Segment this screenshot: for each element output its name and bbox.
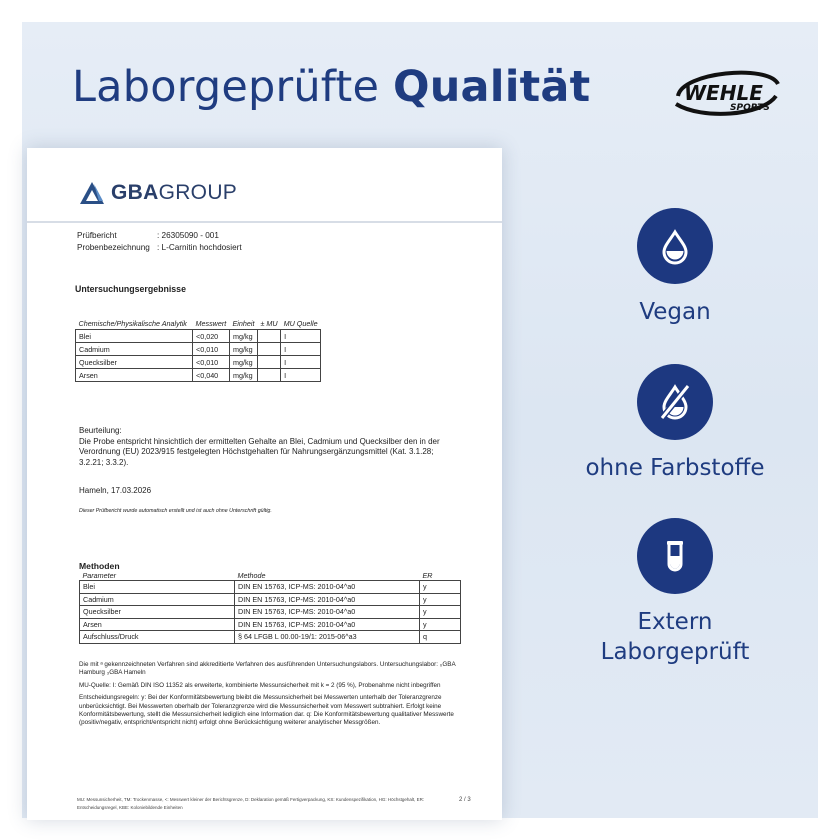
table-cell: I: [281, 343, 321, 356]
feature-label: ohne Farbstoffe: [585, 455, 765, 481]
table-cell: I: [281, 369, 321, 382]
table-cell: Quecksilber: [76, 356, 193, 369]
table-cell: I: [281, 330, 321, 343]
table-cell: y: [420, 593, 461, 606]
table-row: [80, 581, 461, 594]
results-header: Einheit: [230, 318, 258, 330]
header-divider: [27, 221, 502, 223]
results-header: Messwert: [193, 318, 230, 330]
page-number: 2 / 3: [459, 797, 471, 803]
table-cell: DIN EN 15763, ICP-MS: 2010-04^a0: [235, 581, 420, 594]
gba-group-logo: [79, 178, 237, 208]
table-cell: I: [281, 356, 321, 369]
meta-value: : L-Carnitin hochdosiert: [157, 243, 242, 252]
table-cell: <0,020: [193, 330, 230, 343]
table-row: [80, 593, 461, 606]
meta-key: Prüfbericht: [77, 231, 117, 240]
methods-header: Methode: [235, 571, 420, 581]
table-row: [80, 606, 461, 619]
table-cell: Cadmium: [76, 343, 193, 356]
assessment: [79, 426, 455, 468]
legal-abbreviations: MU: Messunsicherheit, TM: Trockenmasse, <: Messwert kleiner der Berichtsgrenze, D: Deklaration gemäß Fertigverpackung, KS: Kundenspezifikation, HG: Höchstgehalt, ER: Entscheidungsregel, KBE: Koloniebildende Einheiten: [77, 797, 425, 810]
table-cell: Cadmium: [80, 593, 235, 606]
feature-label: Extern Laborgeprüft: [600, 609, 750, 665]
table-cell: y: [420, 606, 461, 619]
table-row: [76, 330, 321, 343]
table-cell: DIN EN 15763, ICP-MS: 2010-04^a0: [235, 618, 420, 631]
table-cell: Arsen: [80, 618, 235, 631]
drop-icon: [637, 208, 713, 284]
table-cell: <0,040: [193, 369, 230, 382]
table-cell: mg/kg: [230, 369, 258, 382]
table-row: [76, 369, 321, 382]
headline-bold: Qualität: [392, 62, 591, 112]
methods-header: Parameter: [80, 571, 235, 581]
feature-no-dye: [570, 364, 780, 483]
auto-note: Dieser Prüfbericht wurde automatisch erstellt und ist auch ohne Unterschrift gültig.: [79, 508, 272, 514]
page-headline: [72, 62, 590, 112]
logo-bold: GBA: [111, 181, 159, 204]
methods-title: Methoden: [79, 561, 120, 571]
test-tube-icon: [637, 518, 713, 594]
footnote: Die mit ᵃ gekennzeichneten Verfahren sind akkreditierte Verfahren des ausführenden Untersuchungslabors. Untersuchungslabor: ₀GBA Hamburg ₃GBA Hameln: [79, 661, 456, 677]
methods-table: [79, 571, 461, 644]
feature-vegan: [590, 208, 760, 327]
footnote: MU-Quelle: I: Gemäß DIN ISO 11352 als erweiterte, kombinierte Messunsicherheit mit k = 2 (95 %), Probenahme nicht inbegriffen: [79, 681, 441, 689]
table-row: [80, 618, 461, 631]
table-cell: DIN EN 15763, ICP-MS: 2010-04^a0: [235, 593, 420, 606]
assessment-text: Die Probe entspricht hinsichtlich der ermittelten Gehalte an Blei, Cadmium und Quecksilber den in der Verordnung (EU) 2023/915 festgelegten Höchstgehalten für Nahrungsergänzungsmittel (Kat. 3.1.28; 3.2.21; 3.3.2).: [79, 436, 440, 467]
table-cell: <0,010: [193, 343, 230, 356]
table-cell: y: [420, 581, 461, 594]
brand-name: WEHLE: [684, 81, 763, 105]
results-header: Chemische/Physikalische Analytik: [76, 318, 193, 330]
headline-regular: Laborgeprüfte: [72, 62, 380, 112]
footnote: Entscheidungsregeln: y: Bei der Konformitätsbewertung bleibt die Messunsicherheit bei Messwerten unterhalb der Toleranzgrenze unberücksichtigt. Bei Messwerten oberhalb der Toleranzgrenze wird die Messunsicherheit vom Messwert subtrahiert. Erfolgt keine Konformitätsbewertung, stellt die Messunsicherheit lediglich eine Information dar. q: Die Konformitätsbewertung qualitativer Messwerte (positiv/negativ, entspricht/entspricht nicht) erfolgt ohne Berücksichtigung weiterer analytischer Messgrößen.: [79, 694, 454, 727]
results-header-row: [76, 318, 321, 330]
lab-report-document: [27, 148, 502, 820]
table-cell: § 64 LFGB L 00.00-19/1: 2015-06^a3: [235, 631, 420, 644]
report-footnotes: [79, 661, 459, 732]
table-cell: [257, 356, 280, 369]
no-dye-icon: [637, 364, 713, 440]
meta-value: : 26305090 - 001: [157, 231, 219, 240]
gba-triangle-icon: [79, 181, 105, 205]
table-cell: <0,010: [193, 356, 230, 369]
table-cell: Arsen: [76, 369, 193, 382]
table-cell: q: [420, 631, 461, 644]
feature-lab-tested: [580, 518, 770, 667]
results-table: [75, 318, 321, 382]
wehle-sports-logo: [672, 66, 782, 122]
table-cell: DIN EN 15763, ICP-MS: 2010-04^a0: [235, 606, 420, 619]
methods-header-row: [80, 571, 461, 581]
table-cell: y: [420, 618, 461, 631]
results-title: Untersuchungsergebnisse: [75, 284, 186, 294]
results-header: ± MU: [257, 318, 280, 330]
table-cell: [257, 369, 280, 382]
report-meta: [77, 230, 242, 254]
table-cell: Blei: [80, 581, 235, 594]
feature-label: Vegan: [639, 299, 711, 325]
table-cell: mg/kg: [230, 343, 258, 356]
meta-key: Probenbezeichnung: [77, 243, 150, 252]
brand-tagline: SPORTS: [730, 103, 770, 113]
table-row: [80, 631, 461, 644]
table-cell: [257, 330, 280, 343]
table-row: [76, 356, 321, 369]
table-row: [76, 343, 321, 356]
table-cell: [257, 343, 280, 356]
table-cell: Aufschluss/Druck: [80, 631, 235, 644]
table-cell: mg/kg: [230, 330, 258, 343]
results-header: MU Quelle: [281, 318, 321, 330]
table-cell: Blei: [76, 330, 193, 343]
methods-header: ER: [420, 571, 461, 581]
logo-rest: GROUP: [158, 181, 238, 204]
report-date: Hameln, 17.03.2026: [79, 486, 152, 495]
assessment-label: Beurteilung:: [79, 426, 122, 435]
table-cell: mg/kg: [230, 356, 258, 369]
table-cell: Quecksilber: [80, 606, 235, 619]
